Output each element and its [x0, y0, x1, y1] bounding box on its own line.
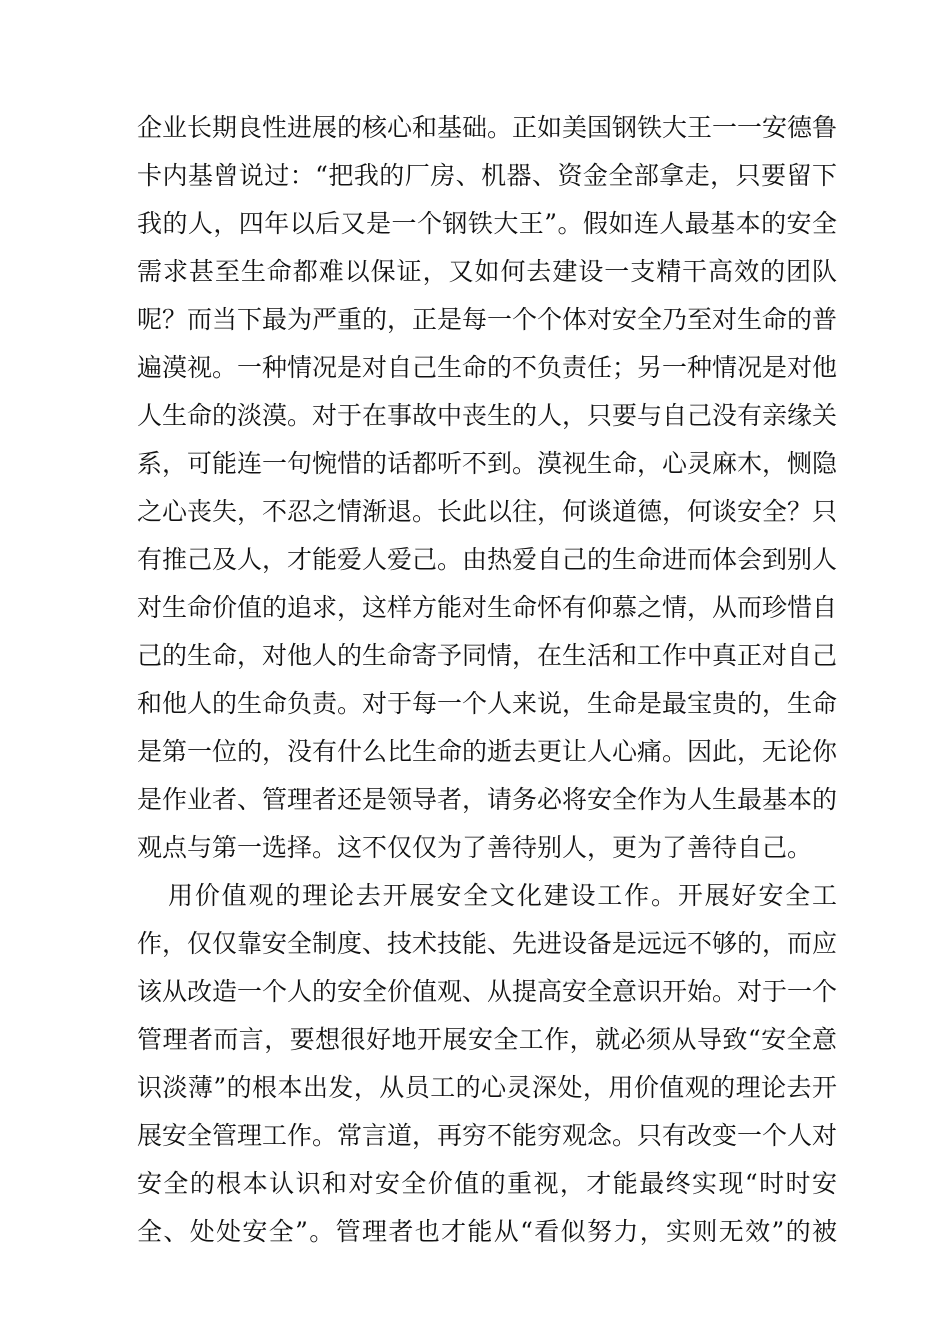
text-line: 有推己及人，才能爱人爱己。由热爱自己的生命进而体会到别人	[137, 545, 837, 574]
text-line: 呢？而当下最为严重的，正是每一个个体对安全乃至对生命的普	[137, 305, 837, 334]
text-line: 作，仅仅靠安全制度、技术技能、先进设备是远远不够的，而应	[137, 929, 837, 958]
text-line: 是作业者、管理者还是领导者，请务必将安全作为人生最基本的	[137, 785, 837, 814]
text-line: 观点与第一选择。这不仅仅为了善待别人，更为了善待自己。	[137, 833, 813, 862]
text-line: 对生命价值的追求，这样方能对生命怀有仰慕之情，从而珍惜自	[137, 593, 837, 622]
body-text	[137, 104, 837, 1256]
text-line: 安全的根本认识和对安全价值的重视，才能最终实现“时时安	[137, 1169, 837, 1198]
text-line: 遍漠视。一种情况是对自己生命的不负责任；另一种情况是对他	[137, 353, 837, 382]
text-line: 该从改造一个人的安全价值观、从提高安全意识开始。对于一个	[137, 977, 837, 1006]
text-line: 之心丧失，不忍之情渐退。长此以往，何谈道德，何谈安全？只	[137, 497, 837, 526]
text-line: 需求甚至生命都难以保证，又如何去建设一支精干高效的团队	[137, 257, 837, 286]
text-line: 管理者而言，要想很好地开展安全工作，就必须从导致“安全意	[137, 1025, 837, 1054]
text-line: 己的生命，对他人的生命寄予同情，在生活和工作中真正对自己	[137, 641, 837, 670]
text-line: 用价值观的理论去开展安全文化建设工作。开展好安全工	[168, 881, 837, 910]
text-line: 识淡薄”的根本出发，从员工的心灵深处，用价值观的理论去开	[137, 1073, 837, 1102]
text-line: 展安全管理工作。常言道，再穷不能穷观念。只有改变一个人对	[137, 1121, 837, 1150]
text-line: 全、处处安全”。管理者也才能从“看似努力，实则无效”的被	[137, 1217, 837, 1246]
paragraph-1	[137, 104, 837, 872]
text-line: 卡内基曾说过：“把我的厂房、机器、资金全部拿走，只要留下	[137, 161, 837, 190]
text-line: 和他人的生命负责。对于每一个人来说，生命是最宝贵的，生命	[137, 689, 837, 718]
text-line: 我的人，四年以后又是一个钢铁大王”。假如连人最基本的安全	[137, 209, 837, 238]
text-line: 系，可能连一句惋惜的话都听不到。漠视生命，心灵麻木，恻隐	[137, 449, 837, 478]
text-line: 是第一位的，没有什么比生命的逝去更让人心痛。因此，无论你	[137, 737, 837, 766]
paragraph-2	[137, 872, 837, 1256]
text-line: 企业长期良性进展的核心和基础。正如美国钢铁大王一一安德鲁	[137, 113, 837, 142]
text-line: 人生命的淡漠。对于在事故中丧生的人，只要与自己没有亲缘关	[137, 401, 837, 430]
